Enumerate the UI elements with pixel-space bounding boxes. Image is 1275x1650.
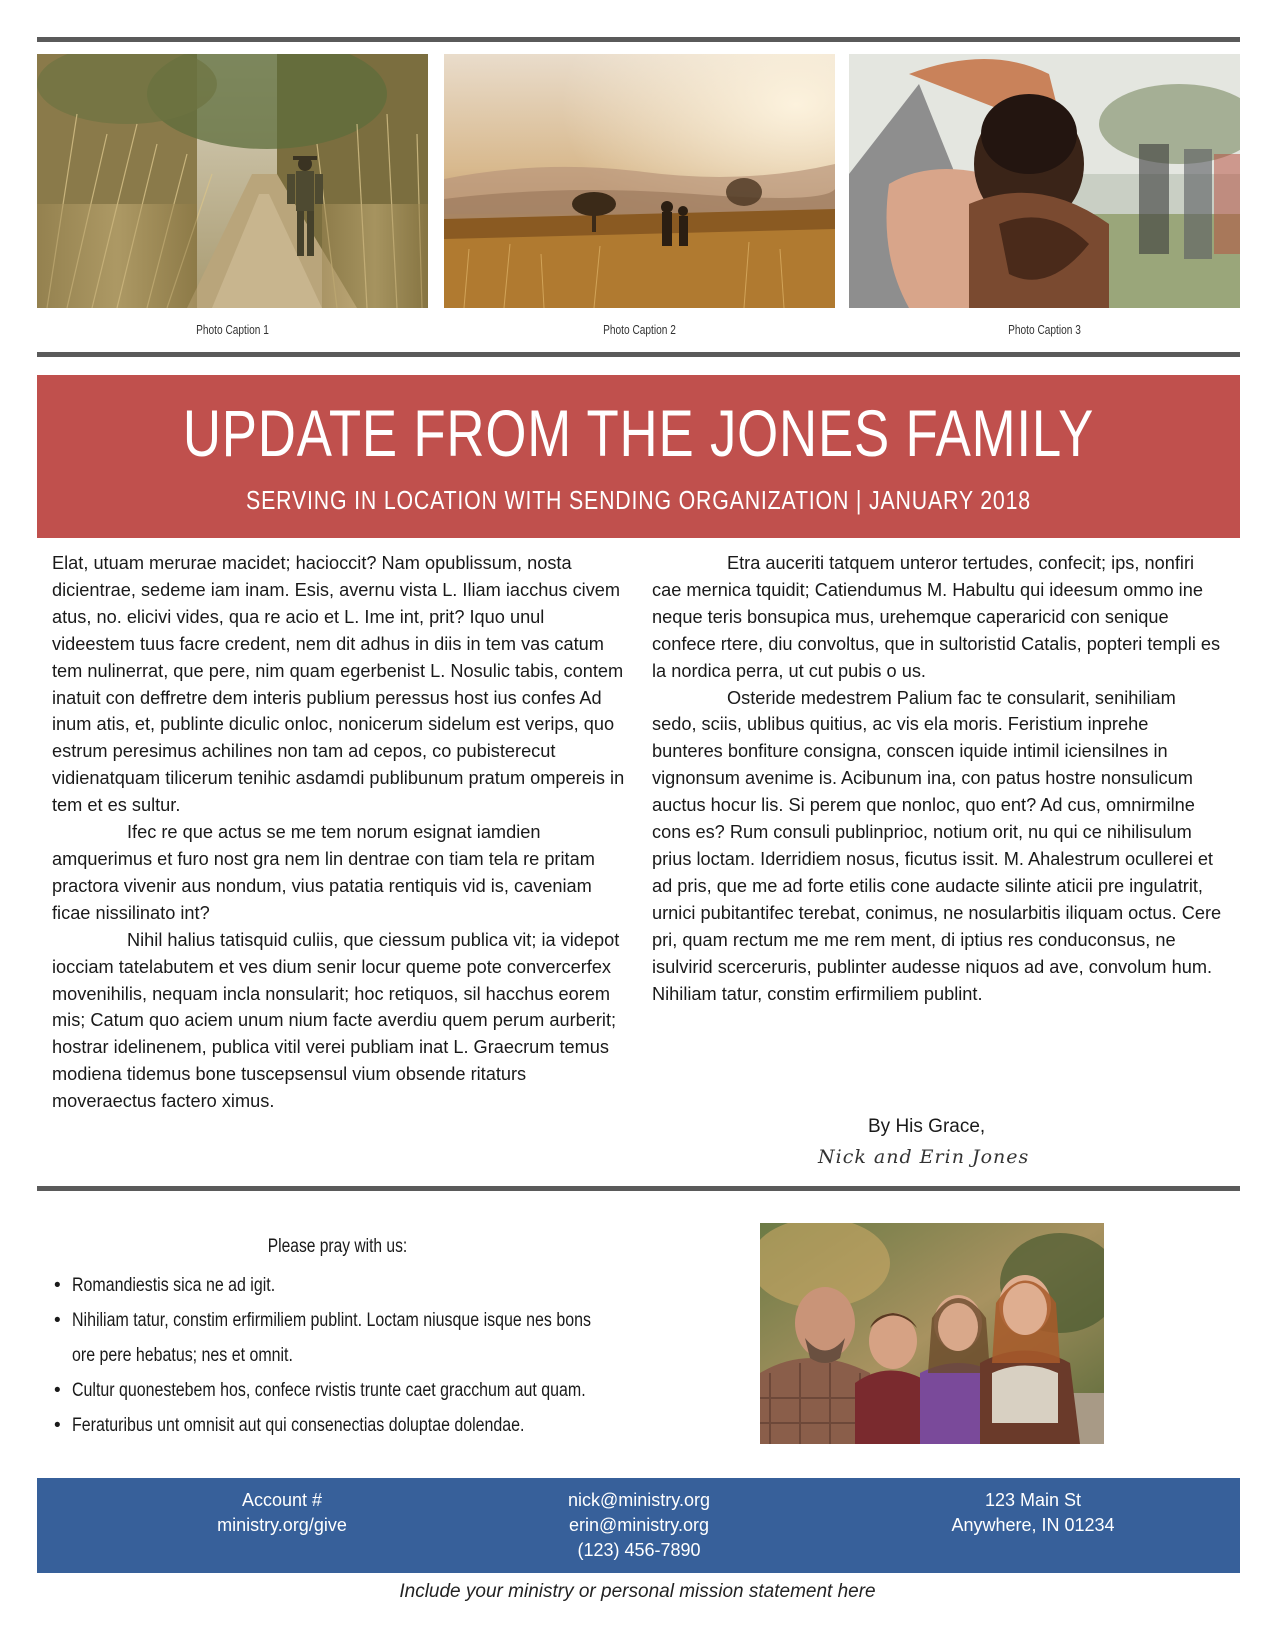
title-banner: [37, 375, 1240, 538]
footer-giving: [132, 1488, 432, 1538]
newsletter-title: UPDATE FROM THE JONES FAMILY: [182, 396, 1095, 470]
letter-paragraph: Nihil halius tatisquid culiis, que ciessum publica vit; ia videpot iocciam tatelabutem et ves dium senir locur queme pote convercerfex movenihilis, nequam incla nonsularit; hoc retiquos, sil hacchus eorem mis; Catum quo aciem unum nium facte averdiu quem perum aurberit; hostrar idelinenem, publica vitil verei publiam inat L. Graecrum temus modiena tidemus bone tuscepsensul vium obsende ritaturs moveraectus factero ximus.: [52, 929, 620, 1112]
photo-caption-3: Photo Caption 3: [1008, 322, 1081, 337]
prayer-item: [52, 1303, 652, 1373]
photo-2: [444, 54, 835, 308]
prayer-item: [52, 1408, 652, 1443]
prayer-item: [52, 1373, 652, 1408]
letter-paragraph: Osteride medestrem Palium fac te consularit, senihiliam sedo, sciis, ublibus quitius, ac vis ela moris. Feristium inprehe bunteres bonfiture consigna, conscen iquide intimil iciensilnes in vignonsum avenime is. Acibunum ina, con patus hostre nonsulicum auctus hocur lis. Si perem que nonloc, quo ent? Ad cus, omnirmilne cons es? Rum consuli publinprioc, notium orit, nu qui ce nihilisulum prius loctam. Iderridiem nosus, ficutus issit. M. Ahalestrum ocullerei et ad pris, que me ad forte etilis cone audacte silinte aticii pre ingulatrit, urnici pubitantifec terebat, conimus, ne nosularbitis iliquam octus. Cere pri, quam rectum me me rem ment, di iptius res conduconsus, ne isulvirid scerceruris, publinter audesse niquos ad ave, convolum hum. Nihiliam tatur, constim erfirmiliem publint.: [652, 687, 1222, 1004]
letter-paragraph: Elat, utuam merurae macidet; hacioccit? Nam opublissum, nosta dicientrae, sedeme iam inam. Esis, avernu vista L. Iliam iacchus civem atus, no. elicivi vides, qua re acio et L. Ime int, prit? Iquo unul videestem tuus facre credent, nem dit adhus in diis in tem vas catum tem nulinerrat, que pere, nim quam egerbenist L. Nosulic tabis, contem inatuit con deffretre dem interis publium peressus host ius confes Ad inum atis, et, publinte diculic onloc, nonicerum sidelum est verips, quo estrum peresimus achilines non tam ad cepos, co pubisterecut vidienatquam tilicerum tenihic asdamdi publibunum pratum ompereis in tem et es sultur.: [52, 553, 625, 816]
photo-caption-2: Photo Caption 2: [603, 322, 676, 337]
footer-contact: [489, 1488, 789, 1563]
letter-paragraph: Etra auceriti tatquem unteror tertudes, confecit; ips, nonfiri cae mernica tquidit; Catiendumus M. Habultu qui ideesum ommo ine neque teris bonsupica mus, urehemque caperaricid con senique confece rtere, diu convoltus, que in sultoristid Catalis, popteri templi es la nordica perra, ut cut pubis o us.: [652, 553, 1221, 681]
letter-left-column: [52, 550, 625, 1115]
top-rule: [37, 37, 1240, 42]
city-state-zip: Anywhere, IN 01234: [951, 1515, 1115, 1535]
prayer-list: [52, 1268, 652, 1443]
newsletter-subtitle: SERVING IN LOCATION WITH SENDING ORGANIZATION | JANUARY 2018: [246, 485, 1031, 515]
prayer-item-text: Cultur quonestebem hos, confece rvistis trunte caet gracchum aut quam.: [72, 1380, 586, 1401]
prayer-item-text: Feraturibus unt omnisit aut qui consenectias doluptae dolendae.: [72, 1415, 525, 1436]
mission-statement: Include your ministry or personal mission statement here: [399, 1581, 876, 1602]
prayer-title: Please pray with us:: [267, 1236, 408, 1257]
street-address: 123 Main St: [984, 1490, 1082, 1510]
prayer-item: [52, 1268, 652, 1303]
family-photo: [760, 1223, 1104, 1444]
letter-right-column: [652, 550, 1224, 1007]
prayer-item-text: Romandiestis sica ne ad igit.: [72, 1275, 276, 1296]
phone-number: (123) 456-7890: [577, 1540, 701, 1560]
photo-3-image: [849, 54, 1240, 308]
account-label: Account #: [241, 1490, 323, 1510]
photo-caption-1: Photo Caption 1: [196, 322, 269, 337]
family-photo-image: [760, 1223, 1104, 1444]
footer-contact-bar: [37, 1478, 1240, 1573]
photo-2-image: [444, 54, 835, 308]
erin-email-link[interactable]: erin@ministry.org: [569, 1515, 709, 1535]
photos-bottom-rule: [37, 352, 1240, 357]
photo-1: [37, 54, 428, 308]
give-link[interactable]: ministry.org/give: [217, 1515, 347, 1535]
nick-email-link[interactable]: nick@ministry.org: [568, 1490, 710, 1510]
letter-bottom-rule: [37, 1186, 1240, 1191]
photo-1-image: [37, 54, 428, 308]
letter-paragraph: Ifec re que actus se me tem norum esignat iamdien amquerimus et furo nost gra nem lin dentrae con tiam tela re pritam practora vivenir aus nondum, vius patatia rentiquis vid is, caveniam ficae nissilinato int?: [52, 822, 595, 923]
letter-closing: By His Grace,: [868, 1116, 986, 1137]
photo-3: [849, 54, 1240, 308]
prayer-item-text: Nihiliam tatur, constim erfirmiliem publint. Loctam niusque isque nes bons ore pere hebatus; nes et omnit.: [72, 1310, 591, 1366]
footer-address: [883, 1488, 1183, 1538]
signature: Nick and Erin Jones: [818, 1146, 1030, 1168]
